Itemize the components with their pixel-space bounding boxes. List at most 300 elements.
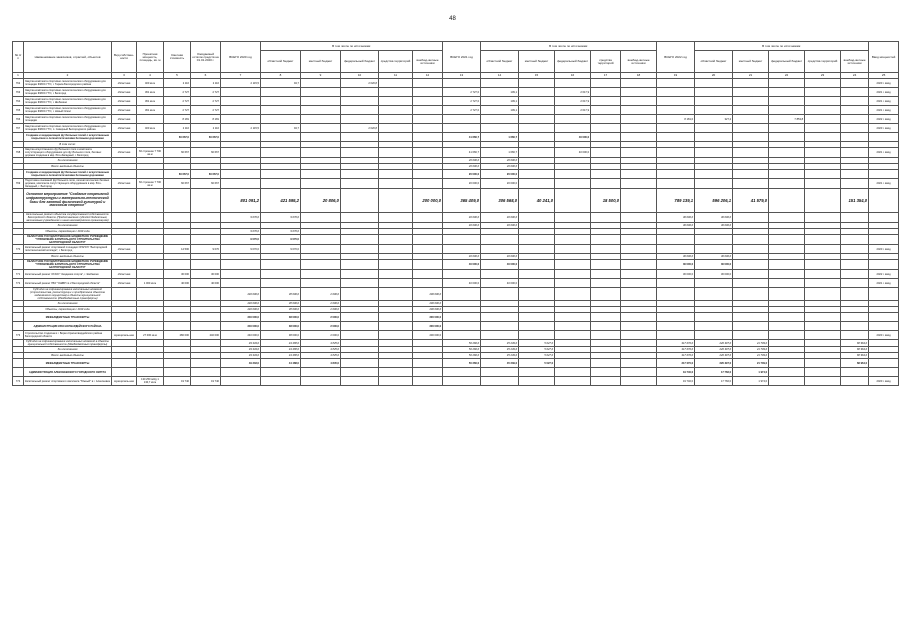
row-value-cell <box>137 288 164 301</box>
row-value-cell: 240 000,0 <box>221 322 261 331</box>
row-value-cell: 38 000,0 <box>261 322 301 331</box>
row-value-cell: 60 667,0 <box>191 133 221 142</box>
row-value-cell <box>164 359 191 368</box>
row-value-cell <box>261 88 301 97</box>
row-value-cell <box>443 124 481 133</box>
row-value-cell <box>591 340 621 347</box>
column-number: 3 <box>112 73 137 79</box>
row-value-cell <box>621 322 657 331</box>
row-value-cell <box>481 245 519 254</box>
row-value-cell: 40 000,0 <box>443 254 481 260</box>
row-value-cell <box>443 245 481 254</box>
row-value-cell <box>805 148 841 158</box>
row-value-cell <box>137 245 164 254</box>
row-value-cell <box>805 133 841 142</box>
row-name-cell: Закупка комплекта спортивно-технологического оборудования для площадки ФМОС ГТО, п. Северный Белгородского района <box>24 124 112 133</box>
row-value-cell <box>443 115 481 124</box>
row-value-cell <box>869 368 899 377</box>
header-ownership: Вид собствен-ности <box>112 42 137 73</box>
row-value-cell: 19 740,0 <box>657 377 695 386</box>
row-value-cell <box>805 235 841 245</box>
row-value-cell: 60 667 <box>164 148 191 158</box>
row-value-cell: 2021 г. ввод <box>869 148 899 158</box>
header-sources-2020: В том числе по источникам: <box>261 42 443 51</box>
row-value-cell: областная <box>112 245 137 254</box>
row-value-cell: 17 766,0 <box>695 377 733 386</box>
row-value-cell <box>519 79 555 88</box>
row-value-cell <box>443 313 481 322</box>
row-name-cell: Капитальный ремонт спортивного комплекса "Южный" в г. Алексеевка <box>24 377 112 386</box>
row-value-cell <box>261 377 301 386</box>
row-value-cell <box>869 322 899 331</box>
row-value-cell <box>519 313 555 322</box>
table-row <box>13 331 899 340</box>
row-value-cell <box>261 133 301 142</box>
row-value-cell <box>413 270 443 279</box>
row-value-cell: 30 000,0 <box>657 270 695 279</box>
row-value-cell <box>413 97 443 106</box>
row-value-cell: 20 000,0 <box>443 179 481 189</box>
row-value-cell <box>657 245 695 254</box>
row-value-cell: 2020 г. ввод <box>869 79 899 88</box>
row-value-cell <box>481 288 519 301</box>
row-number-cell <box>13 288 24 301</box>
row-value-cell <box>805 340 841 347</box>
row-value-cell: 200 000,0 <box>413 322 443 331</box>
row-number-cell <box>13 189 24 213</box>
row-value-cell: 40 000,0 <box>481 260 519 270</box>
row-value-cell <box>137 115 164 124</box>
row-number-cell <box>13 213 24 223</box>
row-value-cell <box>621 270 657 279</box>
row-value-cell <box>413 88 443 97</box>
row-value-cell <box>733 235 769 245</box>
row-value-cell <box>555 313 591 322</box>
row-value-cell <box>112 189 137 213</box>
row-value-cell <box>341 245 379 254</box>
header-estimated-cost: Сметная стоимость <box>164 42 191 73</box>
row-value-cell <box>769 79 805 88</box>
row-value-cell: 30 000,0 <box>657 260 695 270</box>
row-value-cell <box>591 88 621 97</box>
row-value-cell: 50 266,0 <box>443 347 481 353</box>
row-value-cell: 38 000,0 <box>261 307 301 313</box>
row-value-cell: 4 845,0 <box>301 359 341 368</box>
row-value-cell <box>841 331 869 340</box>
row-value-cell: 317 070,0 <box>657 340 695 347</box>
row-value-cell: 20 000,0 <box>443 170 481 179</box>
row-value-cell <box>221 88 261 97</box>
row-value-cell <box>733 148 769 158</box>
row-value-cell: 21 709,0 <box>733 353 769 359</box>
row-value-cell <box>191 213 221 223</box>
row-value-cell: 240 000,0 <box>221 288 261 301</box>
row-value-cell <box>621 79 657 88</box>
row-value-cell <box>591 368 621 377</box>
row-name-cell: Основное мероприятие "Создание спортивной инфраструктуры и материально-технической базы для занятий физической культурой и массовым спортом" <box>24 189 112 213</box>
row-value-cell <box>519 106 555 115</box>
row-value-cell <box>137 359 164 368</box>
row-value-cell <box>112 340 137 347</box>
row-value-cell: 2 617,9 <box>555 106 591 115</box>
row-value-cell <box>591 213 621 223</box>
row-value-cell: 68 964,0 <box>841 359 869 368</box>
row-value-cell: 38 000,0 <box>261 331 301 340</box>
row-value-cell <box>481 313 519 322</box>
row-value-cell <box>379 79 413 88</box>
row-value-cell <box>301 235 341 245</box>
row-number-cell <box>13 235 24 245</box>
row-value-cell <box>657 279 695 288</box>
page-number: 48 <box>449 16 456 22</box>
row-value-cell: 19 740 <box>191 377 221 386</box>
row-value-cell: 20 000,0 <box>481 164 519 170</box>
row-value-cell <box>555 189 591 213</box>
row-value-cell <box>621 115 657 124</box>
row-name-cell: Всего: вводимые объекты <box>24 353 112 359</box>
row-value-cell <box>769 133 805 142</box>
row-value-cell: областная <box>112 88 137 97</box>
row-value-cell: 18 500,0 <box>591 189 621 213</box>
row-value-cell <box>805 97 841 106</box>
row-value-cell <box>341 148 379 158</box>
row-value-cell <box>591 124 621 133</box>
row-value-cell <box>221 368 261 377</box>
row-value-cell <box>413 148 443 158</box>
row-value-cell <box>841 245 869 254</box>
row-value-cell <box>657 288 695 301</box>
row-value-cell <box>555 340 591 347</box>
row-value-cell: 68 964,0 <box>841 340 869 347</box>
column-number: 20 <box>695 73 733 79</box>
row-value-cell <box>695 313 733 322</box>
row-value-cell <box>657 148 695 158</box>
row-value-cell <box>519 245 555 254</box>
table-header <box>13 42 899 79</box>
table-row <box>13 270 899 279</box>
row-value-cell <box>841 288 869 301</box>
row-number-cell: 767 <box>13 124 24 133</box>
row-value-cell <box>733 124 769 133</box>
row-value-cell <box>481 368 519 377</box>
row-value-cell <box>261 179 301 189</box>
row-value-cell <box>191 340 221 347</box>
row-number-cell <box>13 322 24 331</box>
row-value-cell: 9 070 <box>191 245 221 254</box>
row-value-cell <box>164 235 191 245</box>
row-value-cell <box>137 170 164 179</box>
row-value-cell <box>695 235 733 245</box>
row-value-cell <box>591 235 621 245</box>
row-value-cell <box>519 170 555 179</box>
row-value-cell <box>695 97 733 106</box>
row-value-cell <box>555 331 591 340</box>
row-value-cell <box>733 213 769 223</box>
row-value-cell <box>805 260 841 270</box>
row-value-cell: 9 070,0 <box>221 235 261 245</box>
row-value-cell <box>841 79 869 88</box>
row-value-cell: 2 000,0 <box>301 301 341 307</box>
row-value-cell: 60 667,0 <box>164 133 191 142</box>
row-value-cell <box>191 322 221 331</box>
row-value-cell: 306 568,0 <box>481 189 519 213</box>
row-value-cell <box>555 368 591 377</box>
row-value-cell <box>695 245 733 254</box>
row-value-cell: 130 250 м3/д 1 130,7 кв.м <box>137 377 164 386</box>
column-number: 24 <box>841 73 869 79</box>
row-value-cell <box>769 368 805 377</box>
row-value-cell <box>591 260 621 270</box>
column-number: 1 <box>13 73 24 79</box>
row-value-cell <box>805 279 841 288</box>
row-value-cell <box>443 322 481 331</box>
row-value-cell <box>112 322 137 331</box>
header-source: местный бюджет <box>733 51 769 73</box>
row-value-cell: 226 397,0 <box>695 340 733 347</box>
header-source: областной бюджет <box>695 51 733 73</box>
row-value-cell <box>695 124 733 133</box>
row-value-cell: 2 617,9 <box>555 97 591 106</box>
row-value-cell <box>341 377 379 386</box>
row-value-cell: 30 000,0 <box>695 270 733 279</box>
row-value-cell <box>869 170 899 179</box>
header-source: областной бюджет <box>481 51 519 73</box>
row-value-cell <box>591 133 621 142</box>
row-value-cell <box>805 170 841 179</box>
row-value-cell: 240 000,0 <box>221 307 261 313</box>
row-value-cell: 200 000,0 <box>413 301 443 307</box>
row-value-cell <box>519 124 555 133</box>
row-value-cell <box>221 133 261 142</box>
row-value-cell <box>769 97 805 106</box>
row-value-cell: 9 070,0 <box>261 229 301 235</box>
row-value-cell: 30 000 <box>164 270 191 279</box>
row-value-cell <box>841 235 869 245</box>
row-value-cell: 200 000,0 <box>413 331 443 340</box>
column-number: 18 <box>621 73 657 79</box>
row-value-cell <box>137 189 164 213</box>
header-source: федеральный бюджет <box>555 51 591 73</box>
column-number: 9 <box>301 73 341 79</box>
row-value-cell <box>695 170 733 179</box>
row-value-cell: 30 000,0 <box>695 213 733 223</box>
column-number: 4 <box>137 73 164 79</box>
row-value-cell <box>164 340 191 347</box>
header-source: средства территорий <box>379 51 413 73</box>
row-value-cell: 19 740 <box>164 377 191 386</box>
row-value-cell: 40 000,0 <box>555 148 591 158</box>
row-value-cell <box>413 170 443 179</box>
row-value-cell <box>805 313 841 322</box>
table-row <box>13 179 899 189</box>
table-row <box>13 133 899 142</box>
row-value-cell <box>112 213 137 223</box>
row-value-cell: 20 806,0 <box>301 189 341 213</box>
row-value-cell <box>413 359 443 368</box>
row-value-cell <box>341 133 379 142</box>
row-value-cell <box>261 97 301 106</box>
row-value-cell: 1 974,0 <box>733 377 769 386</box>
row-name-cell: За исключением <box>24 301 112 307</box>
row-value-cell <box>769 179 805 189</box>
row-value-cell: 200 000,0 <box>413 307 443 313</box>
row-value-cell <box>341 270 379 279</box>
table-row <box>13 170 899 179</box>
row-value-cell <box>443 377 481 386</box>
row-value-cell <box>261 260 301 270</box>
table-row <box>13 235 899 245</box>
header-source: федеральный бюджет <box>769 51 805 73</box>
row-value-cell <box>301 179 341 189</box>
row-value-cell <box>805 359 841 368</box>
header-total-2022: ВСЕГО 2022 год <box>657 42 695 73</box>
table-row <box>13 213 899 223</box>
row-value-cell <box>769 213 805 223</box>
column-number: 5 <box>164 73 191 79</box>
row-value-cell: 2020 г. ввод <box>869 331 899 340</box>
row-value-cell: 30 000,0 <box>695 260 733 270</box>
row-value-cell: 2020 г. ввод <box>869 124 899 133</box>
row-value-cell <box>733 331 769 340</box>
row-value-cell <box>841 88 869 97</box>
row-value-cell: 4 845,0 <box>301 340 341 347</box>
row-value-cell: 30 000,0 <box>657 223 695 229</box>
row-value-cell <box>341 331 379 340</box>
row-value-cell <box>621 189 657 213</box>
row-value-cell: 596 206,1 <box>695 189 733 213</box>
header-sources-2021: В том числе по источникам: <box>481 42 657 51</box>
row-value-cell: 40 000,0 <box>481 223 519 229</box>
row-value-cell <box>112 235 137 245</box>
row-name-cell: Строительство стадиона в г. Бирюч Красногвардейского района Белгородской области <box>24 331 112 340</box>
row-value-cell: 2 020,8 <box>341 79 379 88</box>
row-name-cell: Закупка комплекта спортивно-технологического оборудования для площадки ФМОС ГТО, г. Новый Оскол <box>24 106 112 115</box>
row-value-cell: 2 000,0 <box>301 322 341 331</box>
row-value-cell: 40 000,0 <box>481 254 519 260</box>
row-value-cell <box>221 279 261 288</box>
row-value-cell <box>519 115 555 124</box>
row-value-cell: 40 000,0 <box>443 213 481 223</box>
row-value-cell <box>841 179 869 189</box>
row-value-cell: 9 070,0 <box>261 245 301 254</box>
row-value-cell <box>733 97 769 106</box>
row-value-cell: 317 070,0 <box>657 359 695 368</box>
row-value-cell: муниципаль-ная <box>112 331 137 340</box>
row-value-cell <box>341 179 379 189</box>
header-expected-balance: Ожидаемый остаток средств на 01.01.2020 г. <box>191 42 221 73</box>
row-value-cell <box>555 179 591 189</box>
row-value-cell <box>555 288 591 301</box>
row-value-cell <box>769 260 805 270</box>
row-value-cell <box>301 270 341 279</box>
row-value-cell: 20 000,0 <box>443 164 481 170</box>
row-value-cell <box>137 260 164 270</box>
row-value-cell <box>805 245 841 254</box>
row-value-cell <box>769 106 805 115</box>
row-value-cell <box>379 288 413 301</box>
row-value-cell: 2022 г. ввод <box>869 270 899 279</box>
row-value-cell <box>555 260 591 270</box>
row-value-cell <box>695 106 733 115</box>
row-value-cell <box>841 148 869 158</box>
row-name-cell: ОБЛАСТНОЕ ГОСУДАРСТВЕННОЕ БЮДЖЕТНОЕ УЧРЕЖДЕНИЕ "УПРАВЛЕНИЕ КАПИТАЛЬНОГО СТРОИТЕЛЬСТВА БЕЛГОРОДСКОЙ ОБЛАСТИ" <box>24 260 112 270</box>
row-value-cell: 40 000,0 <box>481 279 519 288</box>
row-value-cell <box>805 288 841 301</box>
row-value-cell: 19 740,0 <box>657 368 695 377</box>
row-value-cell <box>695 148 733 158</box>
row-value-cell <box>733 79 769 88</box>
row-value-cell <box>769 245 805 254</box>
row-value-cell: областная <box>112 106 137 115</box>
row-value-cell: 5 027,0 <box>519 347 555 353</box>
table-row <box>13 79 899 88</box>
row-name-cell: Всего: вводимые объекты <box>24 254 112 260</box>
row-value-cell: 4 845,0 <box>301 347 341 353</box>
row-value-cell <box>112 313 137 322</box>
row-value-cell <box>413 179 443 189</box>
row-value-cell <box>413 245 443 254</box>
row-value-cell <box>443 368 481 377</box>
table-row <box>13 97 899 106</box>
row-value-cell <box>769 170 805 179</box>
row-value-cell <box>841 170 869 179</box>
row-name-cell: Всего: вводимые объекты <box>24 164 112 170</box>
row-value-cell: 801 091,2 <box>221 189 261 213</box>
row-value-cell <box>733 179 769 189</box>
row-value-cell <box>301 148 341 158</box>
row-value-cell: 60 667,0 <box>191 170 221 179</box>
row-value-cell <box>621 331 657 340</box>
row-value-cell <box>341 170 379 179</box>
row-value-cell: 2021 г. ввод <box>869 106 899 115</box>
row-number-cell: 772 <box>13 279 24 288</box>
row-value-cell: 2022 г. ввод <box>869 115 899 124</box>
row-value-cell: 40 000,0 <box>443 223 481 229</box>
header-source: внебюд-жетные источники <box>621 51 657 73</box>
row-value-cell <box>413 340 443 347</box>
row-value-cell: 49 333,0 <box>221 347 261 353</box>
row-name-cell: АДМИНИСТРАЦИЯ АЛЕКСЕЕВСКОГО ГОРОДСКОГО ОКРУГА <box>24 368 112 377</box>
row-value-cell <box>733 279 769 288</box>
row-value-cell: 109,1 <box>481 97 519 106</box>
row-value-cell <box>519 235 555 245</box>
row-number-cell: 774 <box>13 377 24 386</box>
row-value-cell <box>591 288 621 301</box>
row-value-cell <box>869 260 899 270</box>
row-value-cell <box>481 124 519 133</box>
table-row <box>13 189 899 213</box>
column-number: 15 <box>519 73 555 79</box>
row-value-cell <box>519 97 555 106</box>
row-value-cell: 9 070,0 <box>261 213 301 223</box>
row-value-cell <box>733 170 769 179</box>
row-value-cell <box>555 322 591 331</box>
row-value-cell: 317 070,0 <box>657 353 695 359</box>
row-value-cell: 400 кв.м <box>137 124 164 133</box>
header-capacity: Проектная мощность, площадь, кв. м <box>137 42 164 73</box>
column-number: 22 <box>769 73 805 79</box>
row-value-cell <box>621 279 657 288</box>
row-value-cell <box>164 260 191 270</box>
row-value-cell: 40 241,0 <box>519 189 555 213</box>
column-number: 2 <box>24 73 112 79</box>
row-value-cell <box>341 288 379 301</box>
table-row <box>13 279 899 288</box>
row-value-cell <box>301 97 341 106</box>
row-value-cell: 49 333,0 <box>221 359 261 368</box>
row-value-cell <box>621 179 657 189</box>
row-value-cell <box>137 213 164 223</box>
